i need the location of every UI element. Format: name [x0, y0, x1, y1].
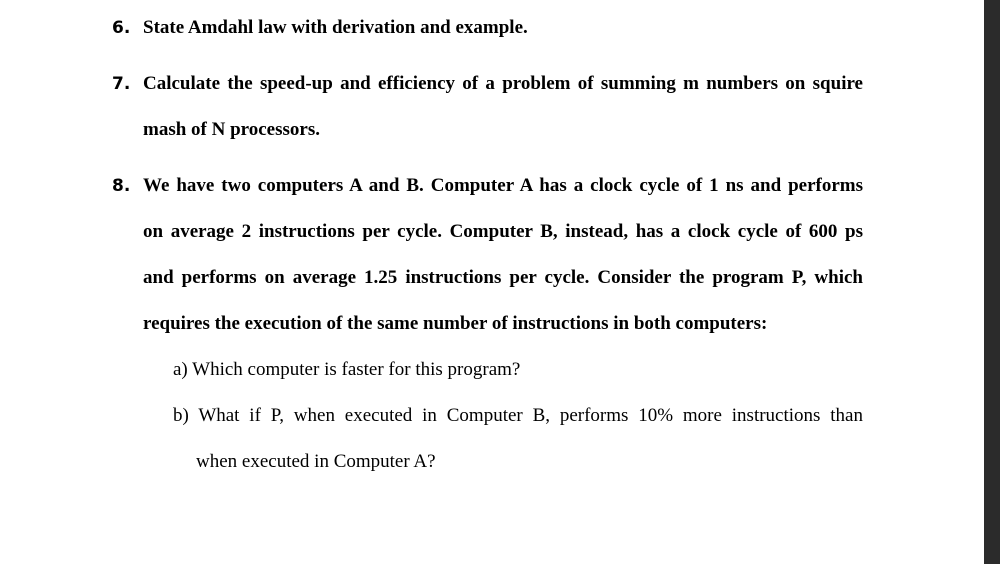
question-8-subpart-a: a) Which computer is faster for this program?: [173, 359, 521, 380]
question-8-line-1: We have two computers A and B. Computer A has a clock cycle of 1 ns and performs: [143, 175, 863, 196]
question-8-line-4: requires the execution of the same number of instructions in both computers:: [143, 313, 768, 334]
question-6-number: 6.: [112, 18, 131, 38]
question-7-line-1: Calculate the speed-up and efficiency of a problem of summing m numbers on squire: [143, 73, 863, 94]
question-8-line-2: on average 2 instructions per cycle. Computer B, instead, has a clock cycle of 600 ps: [143, 221, 863, 242]
question-8-number: 8.: [112, 176, 131, 196]
question-8-subpart-b-line-2: when executed in Computer A?: [196, 451, 436, 472]
question-6-line-1: State Amdahl law with derivation and example.: [143, 17, 528, 38]
vertical-scrollbar[interactable]: [984, 0, 1000, 564]
question-7-line-2: mash of N processors.: [143, 119, 320, 140]
question-8-line-3: and performs on average 1.25 instructions per cycle. Consider the program P, which: [143, 267, 863, 288]
question-7-number: 7.: [112, 74, 131, 94]
question-8-subpart-b-line-1: b) What if P, when executed in Computer B, performs 10% more instructions than: [173, 405, 863, 426]
